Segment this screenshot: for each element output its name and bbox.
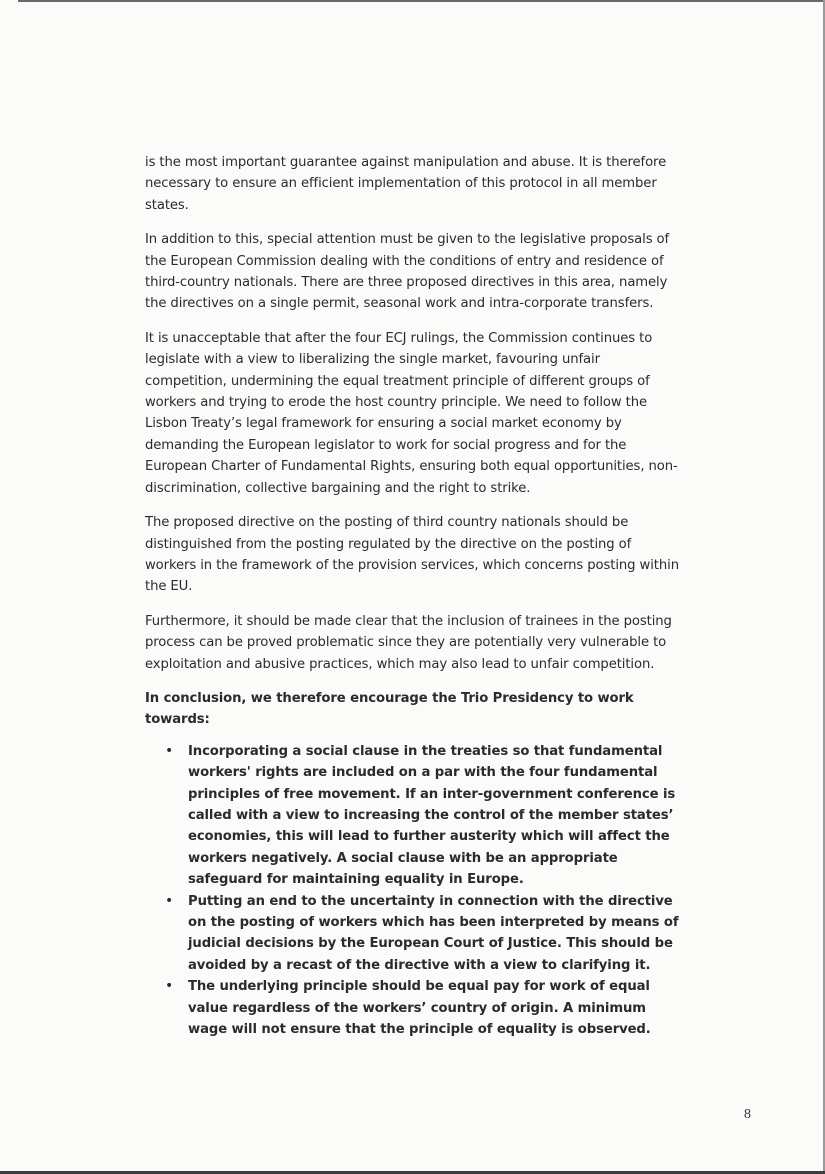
list-item — [145, 976, 685, 1040]
paragraph-ecj-rulings: It is unacceptable that after the four ECJ rulings, the Commission continues to legislate with a view to liberalizing the single market, favouring unfair competition, undermining the equal treatment principle of different groups of workers and trying to erode the host country principle. We need to follow the Lisbon Treaty’s legal framework for ensuring a social market economy by demanding the European legislator to work for social progress and for the European Charter of Fundamental Rights, ensuring both equal opportunities, non-discrimination, collective bargaining and the right to strike. — [145, 330, 678, 496]
conclusion-heading: In conclusion, we therefore encourage the Trio Presidency to work towards: — [145, 690, 634, 728]
page-number: 8 — [744, 1107, 751, 1122]
bullet-icon: • — [165, 742, 174, 759]
bullet-icon: • — [165, 978, 174, 995]
recommendations-list — [145, 741, 685, 1041]
list-item-text: Incorporating a social clause in the treaties so that fundamental workers' rights are included on a par with the four fundamental principles of free movement. If an inter-government conference is called with a view to increasing the control of the member states’ economies, this will lead to further austerity which will affect the workers negatively. A social clause with be an appropriate safeguard for maintaining equality in Europe. — [188, 743, 676, 888]
list-item-text: The underlying principle should be equal pay for work of equal value regardless of the workers’ country of origin. A minimum wage will not ensure that the principle of equality is observed. — [188, 979, 651, 1038]
scan-edge-top — [18, 0, 825, 2]
document-body — [145, 152, 685, 1040]
list-item — [145, 741, 685, 891]
paragraph-third-country-directives: In addition to this, special attention must be given to the legislative proposals of the European Commission dealing with the conditions of entry and residence of third-country nationals. There are three proposed directives in this area, namely the directives on a single permit, seasonal work and intra-corporate transfers. — [145, 232, 670, 312]
paragraph-protocol: is the most important guarantee against manipulation and abuse. It is therefore necessary to ensure an efficient implementation of this protocol in all member states. — [145, 155, 667, 213]
paragraph-trainees: Furthermore, it should be made clear that the inclusion of trainees in the posting process can be proved problematic since they are potentially very vulnerable to exploitation and abusive practices, which may also lead to unfair competition. — [145, 613, 672, 672]
list-item-text: Putting an end to the uncertainty in connection with the directive on the posting of workers which has been interpreted by means of judicial decisions by the European Court of Justice. This should be avoided by a recast of the directive with a view to clarifying it. — [188, 893, 679, 973]
list-item — [145, 891, 685, 977]
bullet-icon: • — [165, 892, 174, 909]
paragraph-posting-directive: The proposed directive on the posting of third country nationals should be distinguished from the posting regulated by the directive on the posting of workers in the framework of the provision services, which concerns posting within the EU. — [145, 515, 679, 595]
